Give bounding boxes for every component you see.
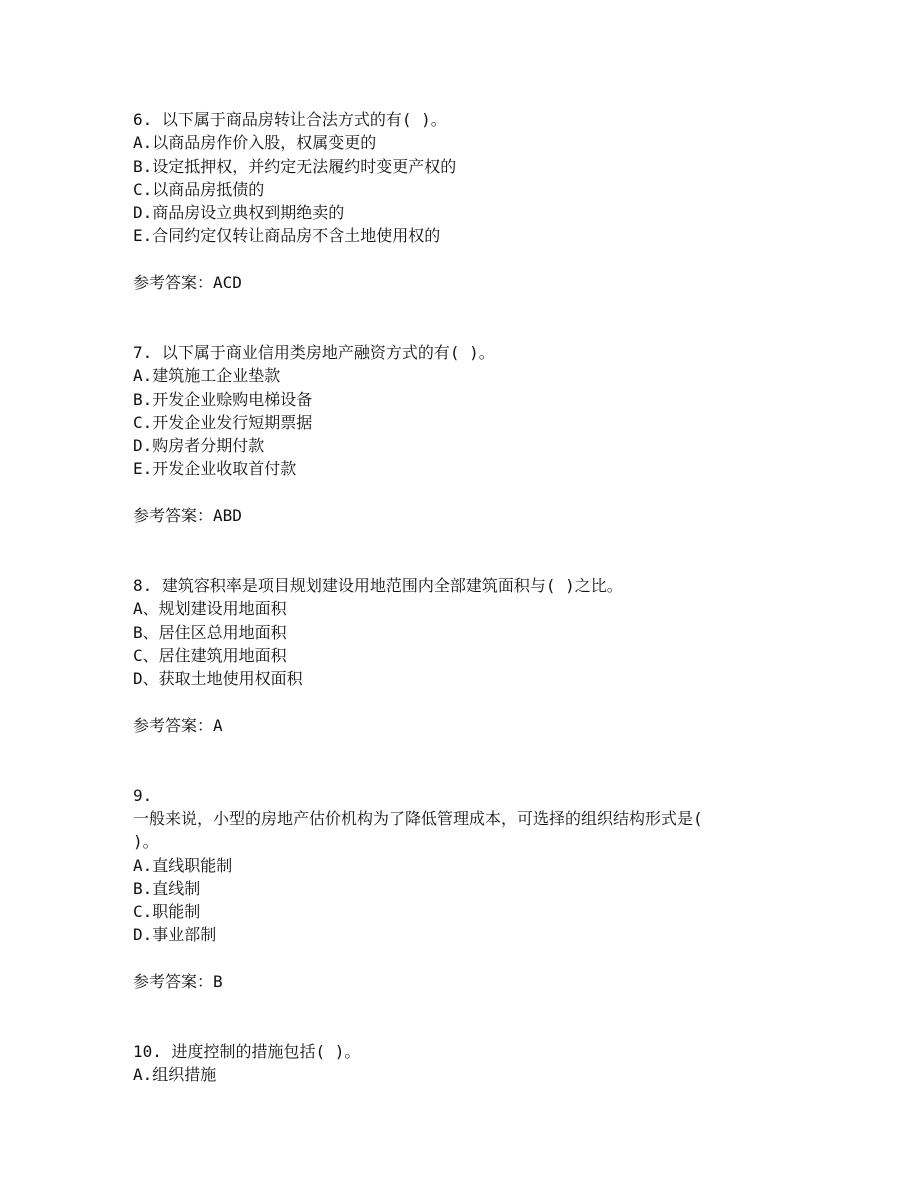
option-b: B、居住区总用地面积 — [133, 622, 287, 642]
option-b: B.开发企业赊购电梯设备 — [133, 389, 313, 409]
question-9 — [133, 784, 793, 994]
question-stem: 一般来说，小型的房地产估价机构为了降低管理成本，可选择的组织结构形式是( — [133, 808, 703, 828]
option-e: E.开发企业收取首付款 — [133, 459, 297, 479]
option-e: E.合同约定仅转让商品房不含土地使用权的 — [133, 226, 441, 246]
question-stem: 10. 进度控制的措施包括( )。 — [133, 1041, 361, 1061]
option-c: C.以商品房抵债的 — [133, 179, 265, 199]
question-6 — [133, 108, 793, 294]
option-c: C.职能制 — [133, 902, 201, 922]
reference-answer: 参考答案：B — [133, 971, 223, 991]
option-a: A.直线职能制 — [133, 855, 233, 875]
option-a: A.建筑施工企业垫款 — [133, 366, 281, 386]
document-page — [133, 108, 793, 1086]
reference-answer: 参考答案：A — [133, 715, 223, 735]
question-8 — [133, 574, 793, 737]
question-10 — [133, 1040, 793, 1087]
option-b: B.设定抵押权，并约定无法履约时变更产权的 — [133, 156, 457, 176]
question-stem: 7. 以下属于商业信用类房地产融资方式的有( )。 — [133, 342, 495, 362]
option-d: D.购房者分期付款 — [133, 436, 265, 456]
option-b: B.直线制 — [133, 878, 201, 898]
reference-answer: 参考答案：ABD — [133, 506, 242, 526]
option-a: A.以商品房作价入股，权属变更的 — [133, 133, 377, 153]
reference-answer: 参考答案：ACD — [133, 273, 242, 293]
question-7 — [133, 341, 793, 527]
question-stem: 6. 以下属于商品房转让合法方式的有( )。 — [133, 110, 447, 129]
option-d: D.商品房设立典权到期绝卖的 — [133, 203, 345, 223]
question-stem: 8. 建筑容积率是项目规划建设用地范围内全部建筑面积与( )之比。 — [133, 575, 623, 595]
option-d: D、获取土地使用权面积 — [133, 669, 303, 689]
option-d: D.事业部制 — [133, 925, 217, 945]
option-c: C.开发企业发行短期票据 — [133, 412, 313, 432]
question-stem-continued: )。 — [133, 832, 159, 852]
option-a: A.组织措施 — [133, 1065, 217, 1085]
option-a: A、规划建设用地面积 — [133, 599, 287, 619]
question-number: 9. — [133, 785, 153, 805]
option-c: C、居住建筑用地面积 — [133, 645, 287, 665]
